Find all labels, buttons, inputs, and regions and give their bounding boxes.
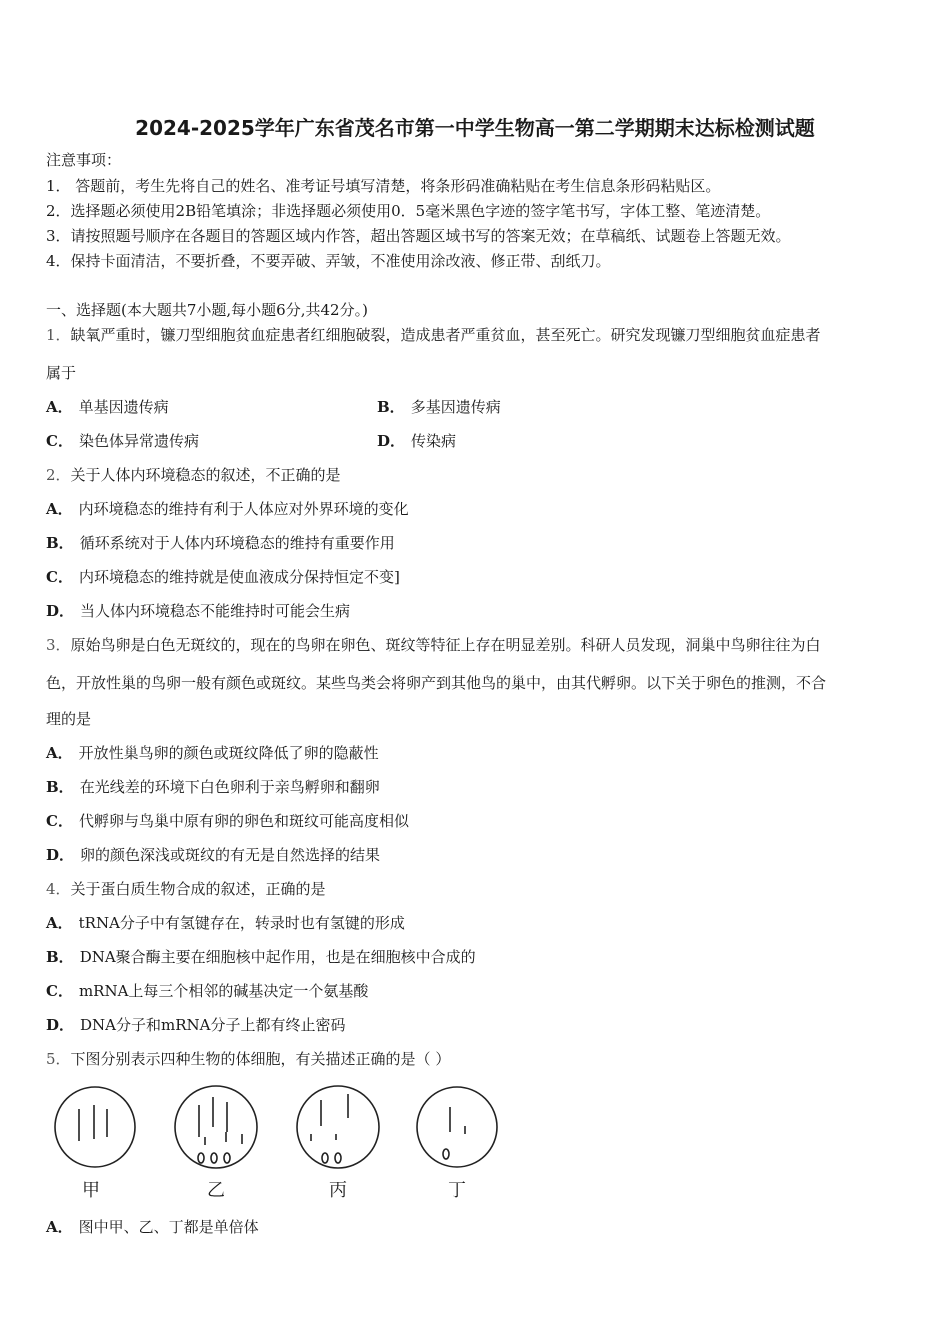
chromosome-small [224,1153,230,1163]
chromosome-small [198,1153,204,1163]
chromosome-small [335,1153,341,1163]
q1-option-b[interactable]: B． 多基因遗传病 [377,398,501,416]
figure-label-ding: 丁 [448,1180,466,1201]
notice-item-2: 2．选择题必须使用2B铅笔填涂；非选择题必须使用0．5毫米黑色字迹的签字笔书写，字体工整、笔迹清楚。 [46,202,771,220]
question-2-stem: 2．关于人体内环境稳态的叙述，不正确的是 [46,466,341,484]
q2-option-d[interactable]: D． 当人体内环境稳态不能维持时可能会生病 [46,602,351,620]
question-5-stem: 5．下图分别表示四种生物的体细胞，有关描述正确的是（ ） [46,1050,451,1068]
question-3-stem-cont-2: 理的是 [46,710,92,728]
notice-heading: 注意事项： [46,151,122,169]
notice-item-3: 3．请按照题号顺序在各题目的答题区域内作答，超出答题区域书写的答案无效；在草稿纸、试题卷上答题无效。 [46,227,791,245]
q5-option-a[interactable]: A． 图中甲、乙、丁都是单倍体 [46,1218,259,1236]
q4-option-a[interactable]: A． tRNA分子中有氢键存在，转录时也有氢键的形成 [46,914,405,932]
notice-item-1: 1． 答题前，考生先将自己的姓名、准考证号填写清楚，将条形码准确粘贴在考生信息条形码粘贴区。 [46,177,721,195]
chromosome-small [322,1153,328,1163]
notice-item-4: 4．保持卡面清洁，不要折叠，不要弄破、弄皱，不准使用涂改液、修正带、刮纸刀。 [46,252,611,270]
figure-label-yi: 乙 [207,1180,225,1201]
q3-option-d[interactable]: D． 卵的颜色深浅或斑纹的有无是自然选择的结果 [46,846,381,864]
q3-option-a[interactable]: A． 开放性巢鸟卵的颜色或斑纹降低了卵的隐蔽性 [46,744,379,762]
question-3-stem-cont-1: 色，开放性巢的鸟卵一般有颜色或斑纹。某些鸟类会将卵产到其他鸟的巢中，由其代孵卵。以下关于卵色的推测，不合 [46,674,827,692]
q2-option-b[interactable]: B． 循环系统对于人体内环境稳态的维持有重要作用 [46,534,395,552]
q2-option-a[interactable]: A． 内环境稳态的维持有利于人体应对外界环境的变化 [46,500,409,518]
question-number: 1． [46,326,71,344]
q3-option-b[interactable]: B． 在光线差的环境下白色卵利于亲鸟孵卵和翻卵 [46,778,380,796]
q1-option-c[interactable]: C． 染色体异常遗传病 [46,432,199,450]
q3-option-c[interactable]: C． 代孵卵与鸟巢中原有卵的卵色和斑纹可能高度相似 [46,812,409,830]
question-3-stem: 3．原始鸟卵是白色无斑纹的，现在的鸟卵在卵色、斑纹等特征上存在明显差别。科研人员发现，洞巢中鸟卵往往为白 [46,636,821,654]
question-1-stem-cont: 属于 [46,364,77,382]
cell-jia [55,1087,135,1167]
q4-option-d[interactable]: D． DNA分子和mRNA分子上都有终止密码 [46,1016,346,1034]
chromosome-small [211,1153,217,1163]
page-title: 2024-2025学年广东省茂名市第一中学生物高一第二学期期末达标检测试题 [135,116,815,140]
q1-option-d[interactable]: D． 传染病 [377,432,457,450]
q4-option-c[interactable]: C． mRNA上每三个相邻的碱基决定一个氨基酸 [46,982,369,1000]
question-number: 4． [46,880,71,898]
question-4-stem: 4．关于蛋白质生物合成的叙述，正确的是 [46,880,326,898]
chromosome-small [443,1149,449,1159]
q1-option-a[interactable]: A． 单基因遗传病 [46,398,169,416]
q2-option-c[interactable]: C． 内环境稳态的维持就是使血液成分保持恒定不变] [46,568,400,586]
figure-label-bing: 丙 [329,1180,347,1201]
question-number: 5． [46,1050,71,1068]
question-number: 2． [46,466,71,484]
cell-bing [297,1086,379,1168]
question-1-stem: 1．缺氧严重时，镰刀型细胞贫血症患者红细胞破裂，造成患者严重贫血，甚至死亡。研究发现镰刀型细胞贫血症患者 [46,326,821,344]
question-number: 3． [46,636,71,654]
section-heading: 一、选择题(本大题共7小题,每小题6分,共42分。) [46,301,368,319]
cell-ding [417,1087,497,1167]
figure-label-jia: 甲 [82,1180,100,1201]
q4-option-b[interactable]: B． DNA聚合酶主要在细胞核中起作用，也是在细胞核中合成的 [46,948,476,966]
